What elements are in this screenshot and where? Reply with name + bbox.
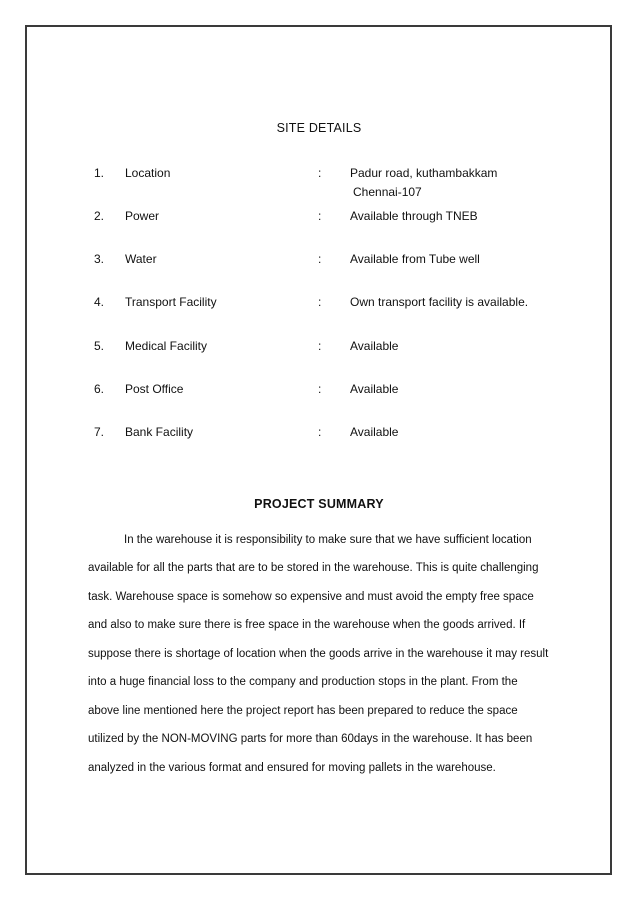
row-value: Available from Tube well [350,252,480,266]
project-summary-title: PROJECT SUMMARY [254,497,384,511]
row-number: 6. [94,382,105,396]
row-value: Available [350,339,399,353]
site-details-title: SITE DETAILS [276,121,362,135]
row-colon: : [318,295,322,309]
site-row-medical [0,339,638,355]
summary-line: available for all the parts that are to be stored in the warehouse. This is quite challenging [88,562,539,574]
row-number: 2. [94,209,105,223]
row-colon: : [318,339,322,353]
row-label: Post Office [125,382,184,396]
row-label: Transport Facility [125,295,217,309]
row-number: 4. [94,295,105,309]
row-number: 3. [94,252,105,266]
site-row-location [0,166,638,199]
summary-line: and also to make sure there is free space in the warehouse when the goods arrived. If [88,619,526,631]
site-row-power [0,209,638,225]
summary-line: task. Warehouse space is somehow so expensive and must avoid the empty free space [88,591,534,603]
row-value: Available [350,425,399,439]
row-label: Power [125,209,160,223]
summary-line: analyzed in the various format and ensured for moving pallets in the warehouse. [88,762,496,774]
row-value-line2: Chennai-107 [353,185,422,199]
site-row-transport [0,295,638,311]
row-label: Water [125,252,157,266]
row-colon: : [318,166,322,180]
row-value: Available [350,382,399,396]
row-value: Available through TNEB [350,209,478,223]
summary-line: utilized by the NON-MOVING parts for more than 60days in the warehouse. It has been [88,733,533,745]
summary-line: above line mentioned here the project report has been prepared to reduce the space [88,705,518,717]
row-colon: : [318,425,322,439]
row-colon: : [318,209,322,223]
summary-line: In the warehouse it is responsibility to make sure that we have sufficient location [124,534,532,546]
site-row-post-office [0,382,638,398]
site-row-bank [0,425,638,441]
row-value: Own transport facility is available. [350,295,529,309]
row-colon: : [318,252,322,266]
row-label: Location [125,166,171,180]
row-number: 5. [94,339,105,353]
summary-line: into a huge financial loss to the company and production stops in the plant. From the [88,676,518,688]
page-border [25,25,612,875]
row-label: Bank Facility [125,425,194,439]
row-number: 7. [94,425,105,439]
summary-line: suppose there is shortage of location when the goods arrive in the warehouse it may result [88,648,549,660]
row-colon: : [318,382,322,396]
row-number: 1. [94,166,105,180]
row-value: Padur road, kuthambakkam [350,166,498,180]
site-row-water [0,252,638,268]
row-label: Medical Facility [125,339,208,353]
